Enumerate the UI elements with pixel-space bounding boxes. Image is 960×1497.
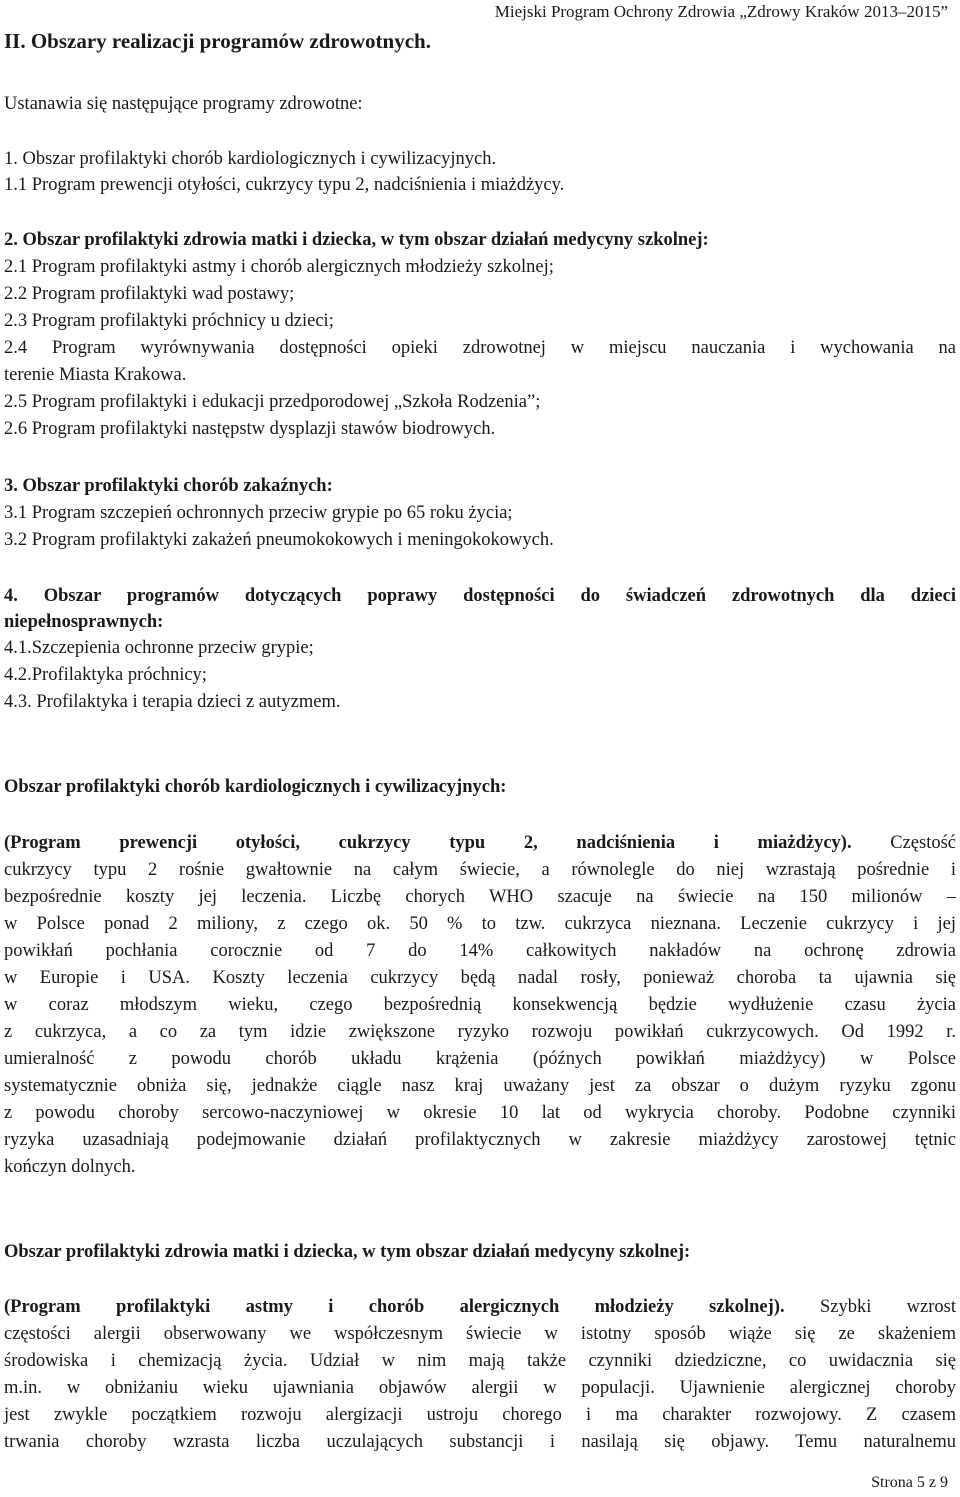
area-2-item-continued: terenie Miasta Krakowa. [4,365,187,385]
area-2-title: 2. Obszar profilaktyki zdrowia matki i dziecka, w tym obszar działań medycyny szkolnej: [4,230,709,250]
desc-2-lead-text: Szybki wzrost [784,1297,956,1317]
desc-1-lead-line [4,832,956,854]
desc-1-line: ryzyka uzasadniają podejmowanie działań profilaktycznych w zakresie miażdżycy zarostowej tętnic [4,1130,956,1150]
desc-1-program-name: (Program prewencji otyłości, cukrzycy typu 2, nadciśnienia i miażdżycy). [4,833,852,853]
desc-1-line: w Europie i USA. Koszty leczenia cukrzycy będą nadal rosły, ponieważ choroba ta ujawnia się [4,968,956,988]
desc-1-line: z cukrzyca, a co za tym idzie zwiększone ryzyko rozwoju powikłań cukrzycowych. Od 1992 r. [4,1022,956,1042]
desc-1-line: umieralność z powodu chorób układu krążenia (późnych powikłań miażdżycy) w Polsce [4,1049,956,1069]
area-3-title: 3. Obszar profilaktyki chorób zakaźnych: [4,476,333,496]
area-4-item: 4.2.Profilaktyka próchnicy; [4,665,207,685]
section-title: II. Obszary realizacji programów zdrowotnych. [4,29,431,53]
area-2-item: 2.1 Program profilaktyki astmy i chorób alergicznych młodzieży szkolnej; [4,257,554,277]
desc-1-lead-text: Częstość [851,833,956,853]
desc-2-line: środowiska i chemizacją życia. Udział w nim mają także czynniki dziedziczne, co uwidacznia się [4,1351,956,1371]
page-number: Strona 5 z 9 [871,1474,948,1491]
area-4-title: 4. Obszar programów dotyczących poprawy dostępności do świadczeń zdrowotnych dla dzieci [4,586,956,606]
desc-1-line: bezpośrednie koszty jej leczenia. Liczbę chorych WHO szacuje na świecie na 150 milionów – [4,887,956,907]
area-2-item: 2.4 Program wyrównywania dostępności opieki zdrowotnej w miejscu nauczania i wychowania na [4,338,956,358]
desc-2-line: trwania choroby wzrasta liczba uczulających substancji i nasilają się objawy. Temu naturalnemu [4,1432,956,1452]
area-3-item: 3.1 Program szczepień ochronnych przeciw grypie po 65 roku życia; [4,503,513,523]
area-4-item: 4.1.Szczepienia ochronne przeciw grypie; [4,638,314,658]
desc-1-last-line: kończyn dolnych. [4,1157,136,1177]
running-header: Miejski Program Ochrony Zdrowia „Zdrowy Kraków 2013–2015” [494,2,948,21]
desc-2-line: częstości alergii obserwowany we współczesnym świecie w istotny sposób wiąże się ze skażeniem [4,1324,956,1344]
desc-2-line: m.in. w obniżaniu wieku ujawniania objawów alergii w populacji. Ujawnienie alergicznej choroby [4,1378,956,1398]
desc-1-line: systematycznie obniża się, jednakże ciągle nasz kraj uważany jest za obszar o dużym ryzyku zgonu [4,1076,956,1096]
area-1-item: 1.1 Program prewencji otyłości, cukrzycy typu 2, nadciśnienia i miażdżycy. [4,175,565,195]
desc-2-line: jest zwykle początkiem rozwoju alergizacji ustroju chorego i ma charakter rozwojowy. Z czasem [4,1405,956,1425]
desc-2-lead-line [4,1296,956,1318]
area-1-title: 1. Obszar profilaktyki chorób kardiologicznych i cywilizacyjnych. [4,149,497,169]
desc-1-line: w Polsce ponad 2 miliony, z czego ok. 50 % to tzw. cukrzyca nieznana. Leczenie cukrzycy i jej [4,914,956,934]
desc-1-line: z powodu choroby sercowo-naczyniowej w okresie 10 lat od wykrycia choroby. Podobne czynniki [4,1103,956,1123]
area-2-item: 2.2 Program profilaktyki wad postawy; [4,284,295,304]
area-3-item: 3.2 Program profilaktyki zakażeń pneumokokowych i meningokokowych. [4,530,554,550]
area-2-item: 2.3 Program profilaktyki próchnicy u dzieci; [4,311,334,331]
area-2-item: 2.6 Program profilaktyki następstw dysplazji stawów biodrowych. [4,419,496,439]
desc-1-heading: Obszar profilaktyki chorób kardiologicznych i cywilizacyjnych: [4,777,507,797]
desc-1-line: cukrzycy typu 2 rośnie gwałtownie na całym świecie, a równolegle do niej wzrastają pośrednie i [4,860,956,880]
area-4-item: 4.3. Profilaktyka i terapia dzieci z autyzmem. [4,692,341,712]
area-4-title-continued: niepełnosprawnych: [4,612,164,632]
section-intro: Ustanawia się następujące programy zdrowotne: [4,94,363,114]
desc-2-program-name: (Program profilaktyki astmy i chorób alergicznych młodzieży szkolnej). [4,1297,785,1317]
desc-2-heading: Obszar profilaktyki zdrowia matki i dziecka, w tym obszar działań medycyny szkolnej: [4,1242,691,1262]
desc-1-line: powikłań pochłania corocznie od 7 do 14% całkowitych nakładów na ochronę zdrowia [4,941,956,961]
desc-1-line: w coraz młodszym wieku, czego bezpośrednią konsekwencją będzie wydłużenie czasu życia [4,995,956,1015]
area-2-item: 2.5 Program profilaktyki i edukacji przedporodowej „Szkoła Rodzenia”; [4,392,541,412]
